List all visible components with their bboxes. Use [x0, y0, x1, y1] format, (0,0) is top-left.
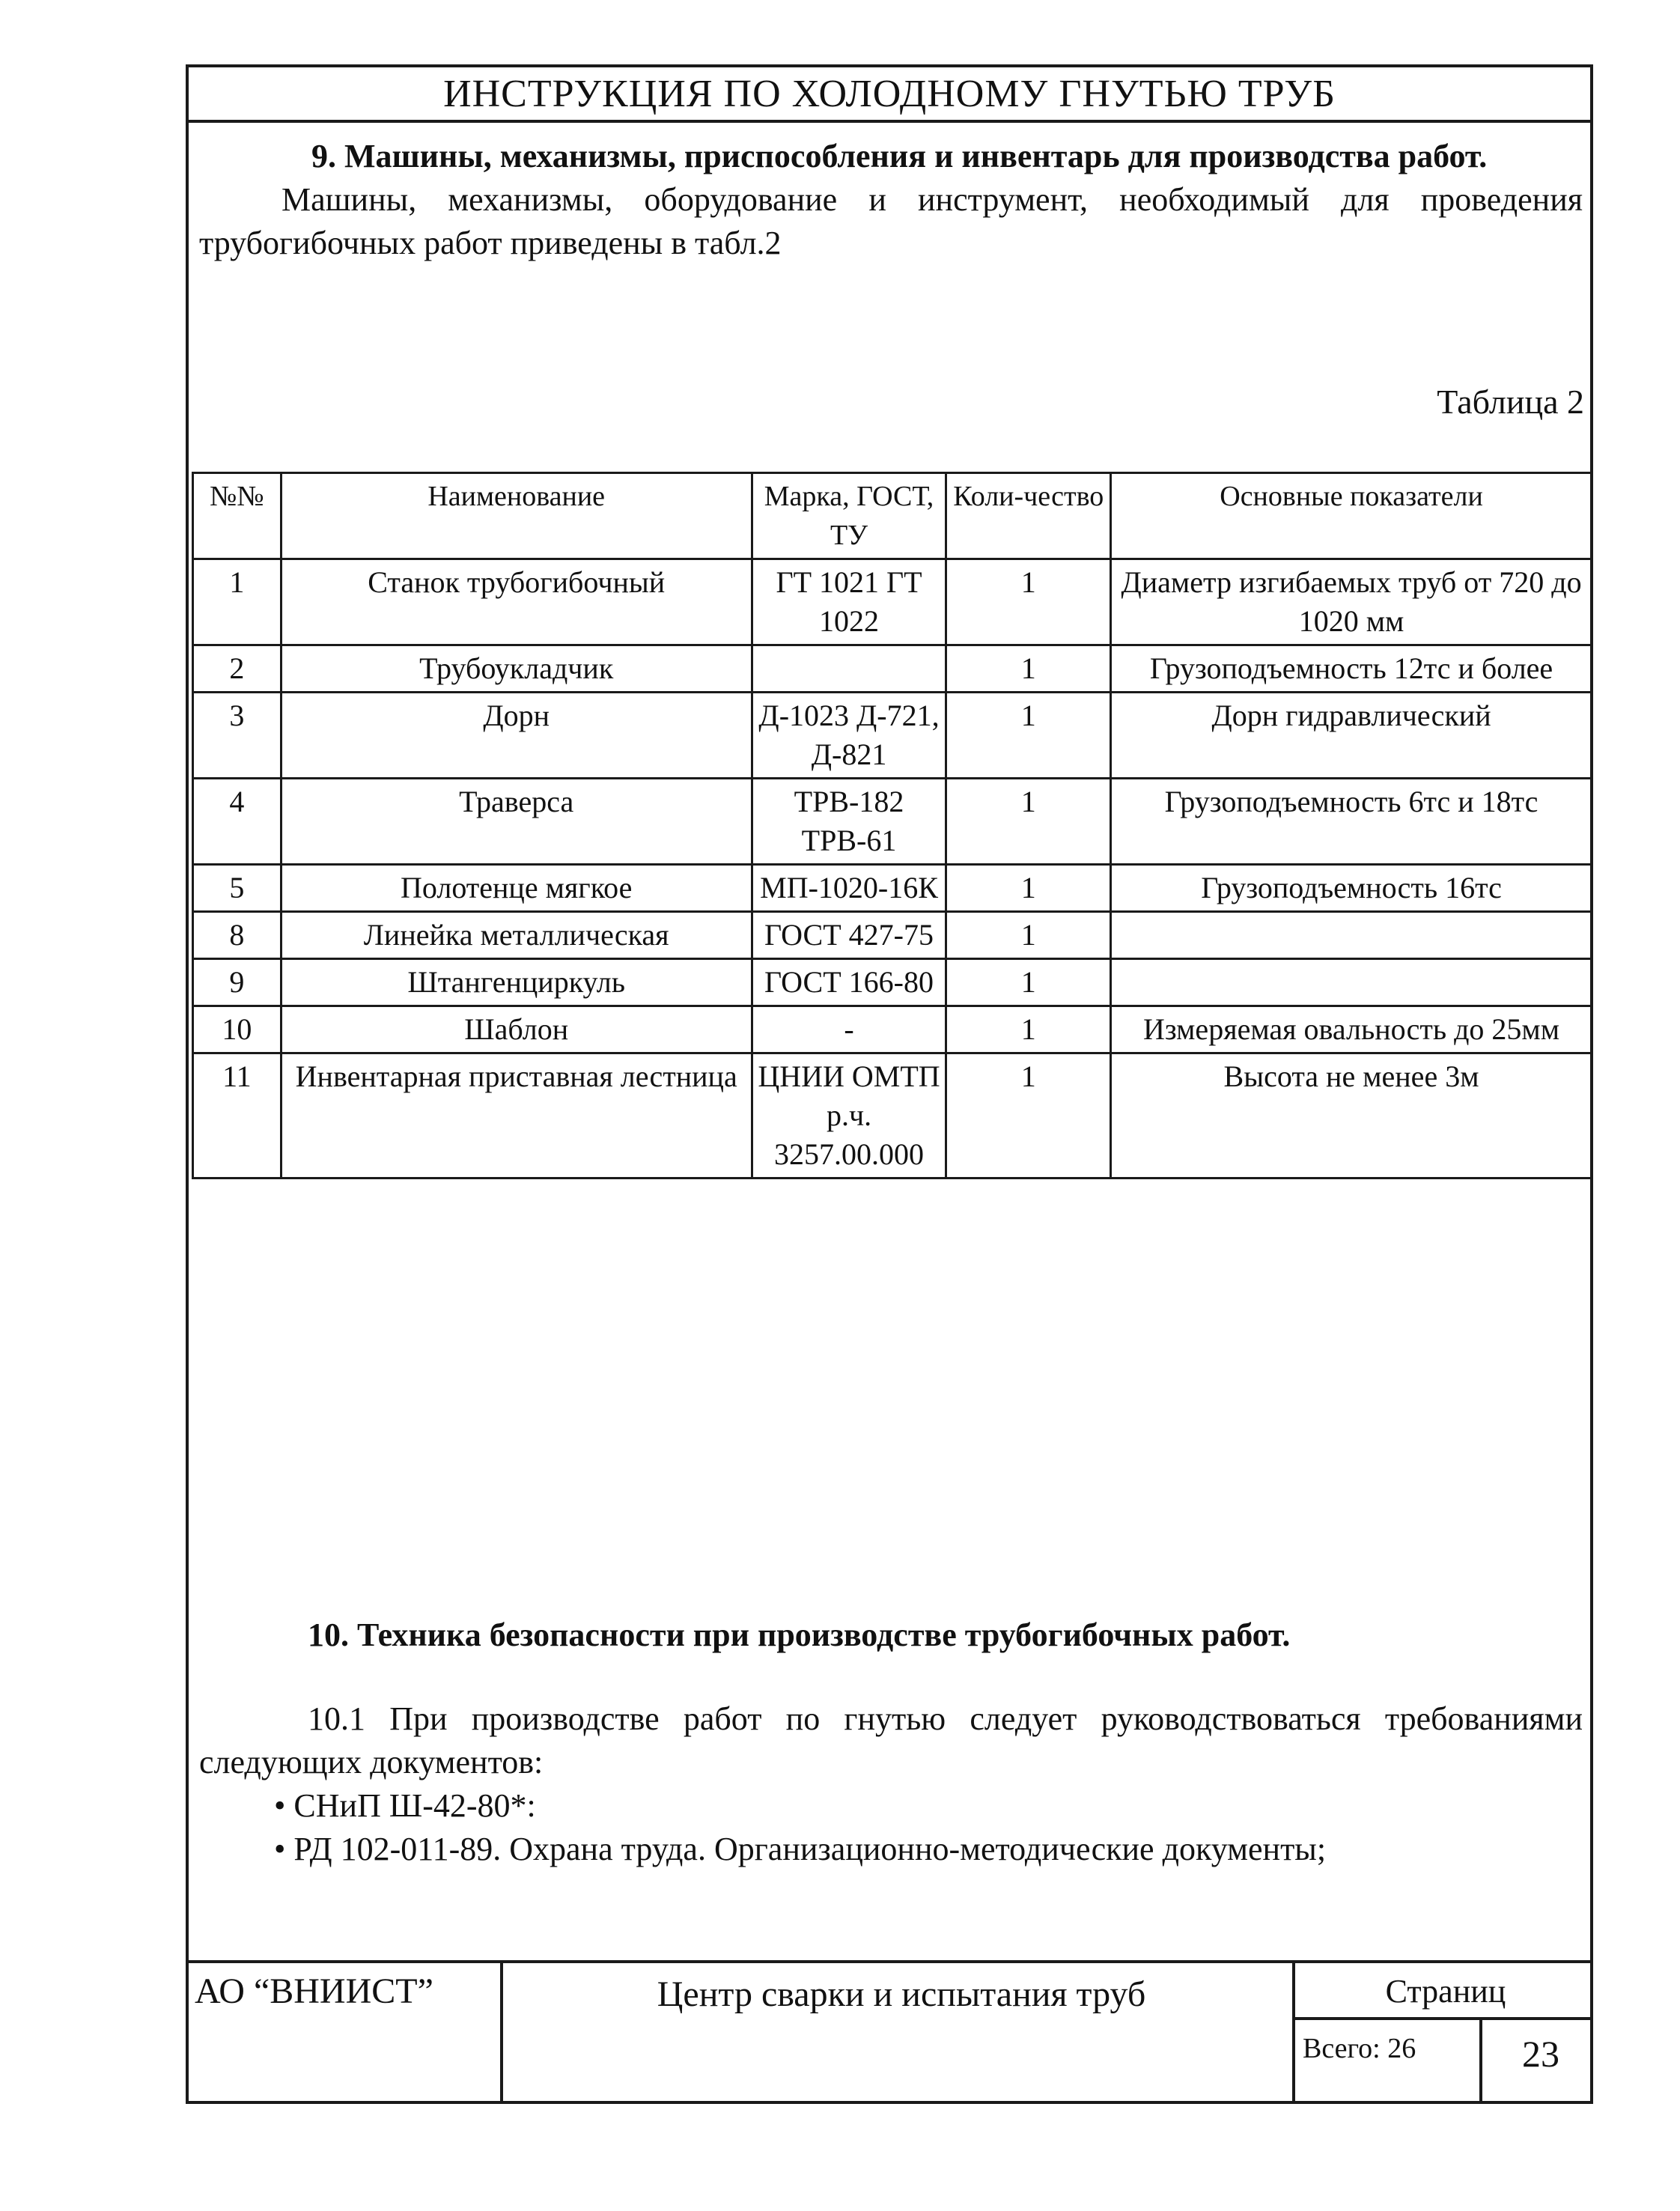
divider — [189, 120, 1590, 123]
table-cell: 10 — [193, 1006, 281, 1053]
section-10 — [199, 1614, 1583, 1871]
organization-name: АО “ВНИИСТ” — [195, 1971, 433, 2011]
table-cell: Дорн гидравлический — [1111, 693, 1592, 779]
table-row — [193, 559, 1592, 645]
table-cell: 1 — [946, 779, 1111, 865]
table-row — [193, 779, 1592, 865]
table-cell: ГОСТ 166-80 — [752, 959, 946, 1006]
table-cell: 1 — [946, 959, 1111, 1006]
table-cell: 1 — [946, 559, 1111, 645]
table-cell — [1111, 959, 1592, 1006]
table-cell: Трубоукладчик — [281, 645, 752, 693]
section-9 — [199, 135, 1583, 265]
table-cell: ГОСТ 427-75 — [752, 912, 946, 959]
table-caption: Таблица 2 — [1437, 383, 1584, 421]
table-cell: Шаблон — [281, 1006, 752, 1053]
section-10-paragraph: 10.1 При производстве работ по гнутью следует руководствоваться требованиями следующих документов: — [199, 1700, 1583, 1780]
header-cell: №№ — [193, 473, 281, 559]
table-cell: 1 — [946, 912, 1111, 959]
table-cell: Измеряемая овальность до 25мм — [1111, 1006, 1592, 1053]
header-cell: Коли-чество — [946, 473, 1111, 559]
divider — [1292, 2017, 1590, 2020]
table-row — [193, 912, 1592, 959]
table-cell — [752, 645, 946, 693]
table-cell: ГТ 1021 ГТ 1022 — [752, 559, 946, 645]
table-cell: ЦНИИ ОМТП р.ч. 3257.00.000 — [752, 1053, 946, 1179]
table-cell: Траверса — [281, 779, 752, 865]
table-row — [193, 1053, 1592, 1179]
equipment-table — [192, 472, 1593, 1179]
table-cell: 11 — [193, 1053, 281, 1179]
header-cell: Наименование — [281, 473, 752, 559]
table-cell: 3 — [193, 693, 281, 779]
table-row — [193, 865, 1592, 912]
list-item: • СНиП Ш-42-80*: — [274, 1787, 536, 1824]
table-cell: Д-1023 Д-721, Д-821 — [752, 693, 946, 779]
document-title: ИНСТРУКЦИЯ ПО ХОЛОДНОМУ ГНУТЬЮ ТРУБ — [443, 73, 1336, 115]
table-cell: 1 — [946, 1006, 1111, 1053]
header-cell: Марка, ГОСТ, ТУ — [752, 473, 946, 559]
footer-stamp — [189, 1960, 1590, 2104]
header-cell: Основные показатели — [1111, 473, 1592, 559]
table-cell: 8 — [193, 912, 281, 959]
table-cell: Грузоподъемность 16тс — [1111, 865, 1592, 912]
table-row — [193, 693, 1592, 779]
table-cell: Полотенце мягкое — [281, 865, 752, 912]
table-cell: 5 — [193, 865, 281, 912]
table-cell: 2 — [193, 645, 281, 693]
table-cell: Высота не менее 3м — [1111, 1053, 1592, 1179]
table-cell: 9 — [193, 959, 281, 1006]
table-cell: Грузоподъемность 12тс и более — [1111, 645, 1592, 693]
divider — [189, 1960, 1590, 1963]
table-cell: Дорн — [281, 693, 752, 779]
pages-label: Страниц — [1385, 1973, 1506, 2010]
table-cell: ТРВ-182 ТРВ-61 — [752, 779, 946, 865]
section-9-heading: 9. Машины, механизмы, приспособления и инвентарь для производства работ. — [311, 138, 1488, 174]
section-10-heading: 10. Техника безопасности при производстве трубогибочных работ. — [308, 1617, 1291, 1653]
page-number: 23 — [1522, 2033, 1559, 2075]
list-item: • РД 102-011-89. Охрана труда. Организационно-методические документы; — [274, 1831, 1327, 1867]
table-cell: Штангенциркуль — [281, 959, 752, 1006]
table-cell: МП-1020-16К — [752, 865, 946, 912]
document-list — [199, 1784, 1583, 1871]
table-cell: 1 — [946, 693, 1111, 779]
table-cell: 4 — [193, 779, 281, 865]
table-cell — [1111, 912, 1592, 959]
divider — [1479, 2017, 1482, 2104]
divider — [500, 1960, 503, 2104]
table-cell: Грузоподъемность 6тс и 18тс — [1111, 779, 1592, 865]
section-9-paragraph: Машины, механизмы, оборудование и инструмент, необходимый для проведения трубогибочных работ приведены в табл.2 — [199, 181, 1583, 261]
total-pages: Всего: 26 — [1303, 2033, 1416, 2064]
table-row — [193, 1006, 1592, 1053]
table-cell: Линейка металлическая — [281, 912, 752, 959]
table-cell: - — [752, 1006, 946, 1053]
table-cell: Станок трубогибочный — [281, 559, 752, 645]
table-cell: 1 — [946, 1053, 1111, 1179]
table-cell: 1 — [946, 645, 1111, 693]
department-name: Центр сварки и испытания труб — [657, 1974, 1146, 2014]
table-row — [193, 645, 1592, 693]
table-cell: 1 — [193, 559, 281, 645]
table-row — [193, 959, 1592, 1006]
table-cell: 1 — [946, 865, 1111, 912]
document-frame — [186, 64, 1593, 2104]
table-cell: Инвентарная приставная лестница — [281, 1053, 752, 1179]
table-cell: Диаметр изгибаемых труб от 720 до 1020 мм — [1111, 559, 1592, 645]
table-header-row — [193, 473, 1592, 559]
